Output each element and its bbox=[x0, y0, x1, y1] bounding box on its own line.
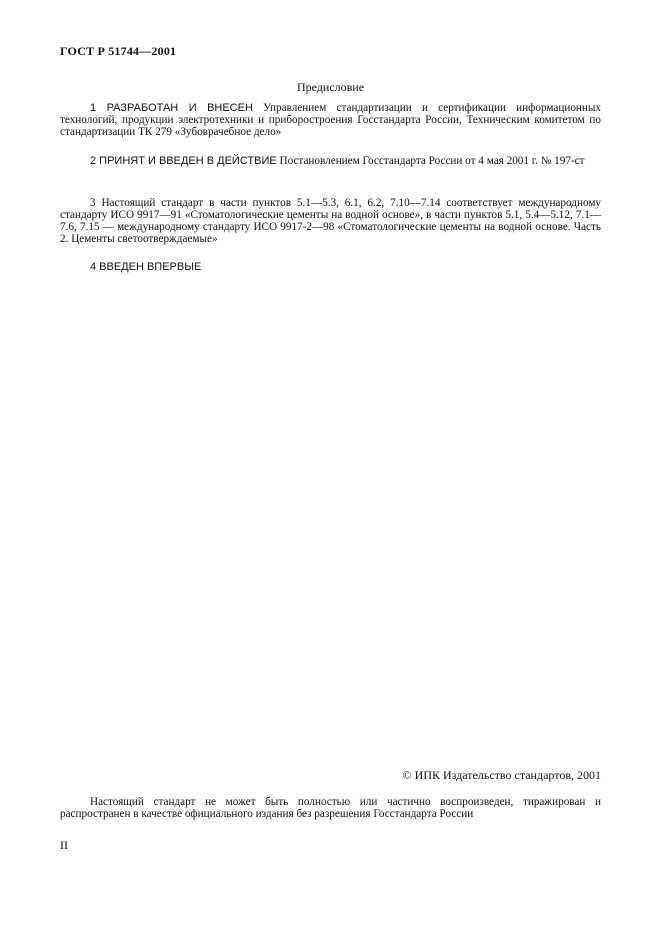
copyright-line: © ИПК Издательство стандартов, 2001 bbox=[402, 768, 601, 782]
preface-item-2-lead: 2 ПРИНЯТ И ВВЕДЕН В ДЕЙСТВИЕ bbox=[90, 155, 277, 167]
reproduction-notice: Настоящий стандарт не может быть полностью или частично воспроизведен, тиражирован и распространен в качестве официального издания без разрешения Госстандарта России bbox=[60, 796, 601, 820]
document-code-header: ГОСТ Р 51744—2001 bbox=[60, 44, 177, 58]
preface-title: Предисловие bbox=[296, 80, 365, 94]
preface-item-4 bbox=[60, 261, 601, 273]
preface-item-4-lead: 4 ВВЕДЕН ВПЕРВЫЕ bbox=[90, 261, 202, 273]
page-number: II bbox=[60, 838, 68, 852]
preface-item-1-lead: 1 РАЗРАБОТАН И ВНЕСЕН bbox=[90, 102, 253, 114]
preface-item-2-text: Постановлением Госстандарта России от 4 мая 2001 г. № 197-ст bbox=[276, 155, 585, 167]
preface-item-1 bbox=[60, 102, 601, 138]
preface-item-3-text: 3 Настоящий стандарт в части пунктов 5.1—5.3, 6.1, 6.2, 7.10—7.14 соответствует международному стандарту ИСО 9917—91 «Стоматологические цементы на водной основе», в части пунктов 5.1, 5.4—5.12, 7.1—7.6, 7.15 — международному стандарту ИСО 9917-2—98 «Стоматологические цементы на водной основе. Часть 2. Цементы светоотверждаемые» bbox=[60, 197, 601, 245]
preface-item-1-text: Управлением стандартизации и сертификации информационных технологий, продукции электротехники и приборостроения Госстандарта России, Техническим комитетом по стандартизации ТК 279 «Зубоврачебное дело» bbox=[60, 102, 602, 138]
preface-item-2 bbox=[60, 155, 601, 167]
preface-item-3 bbox=[60, 197, 601, 245]
